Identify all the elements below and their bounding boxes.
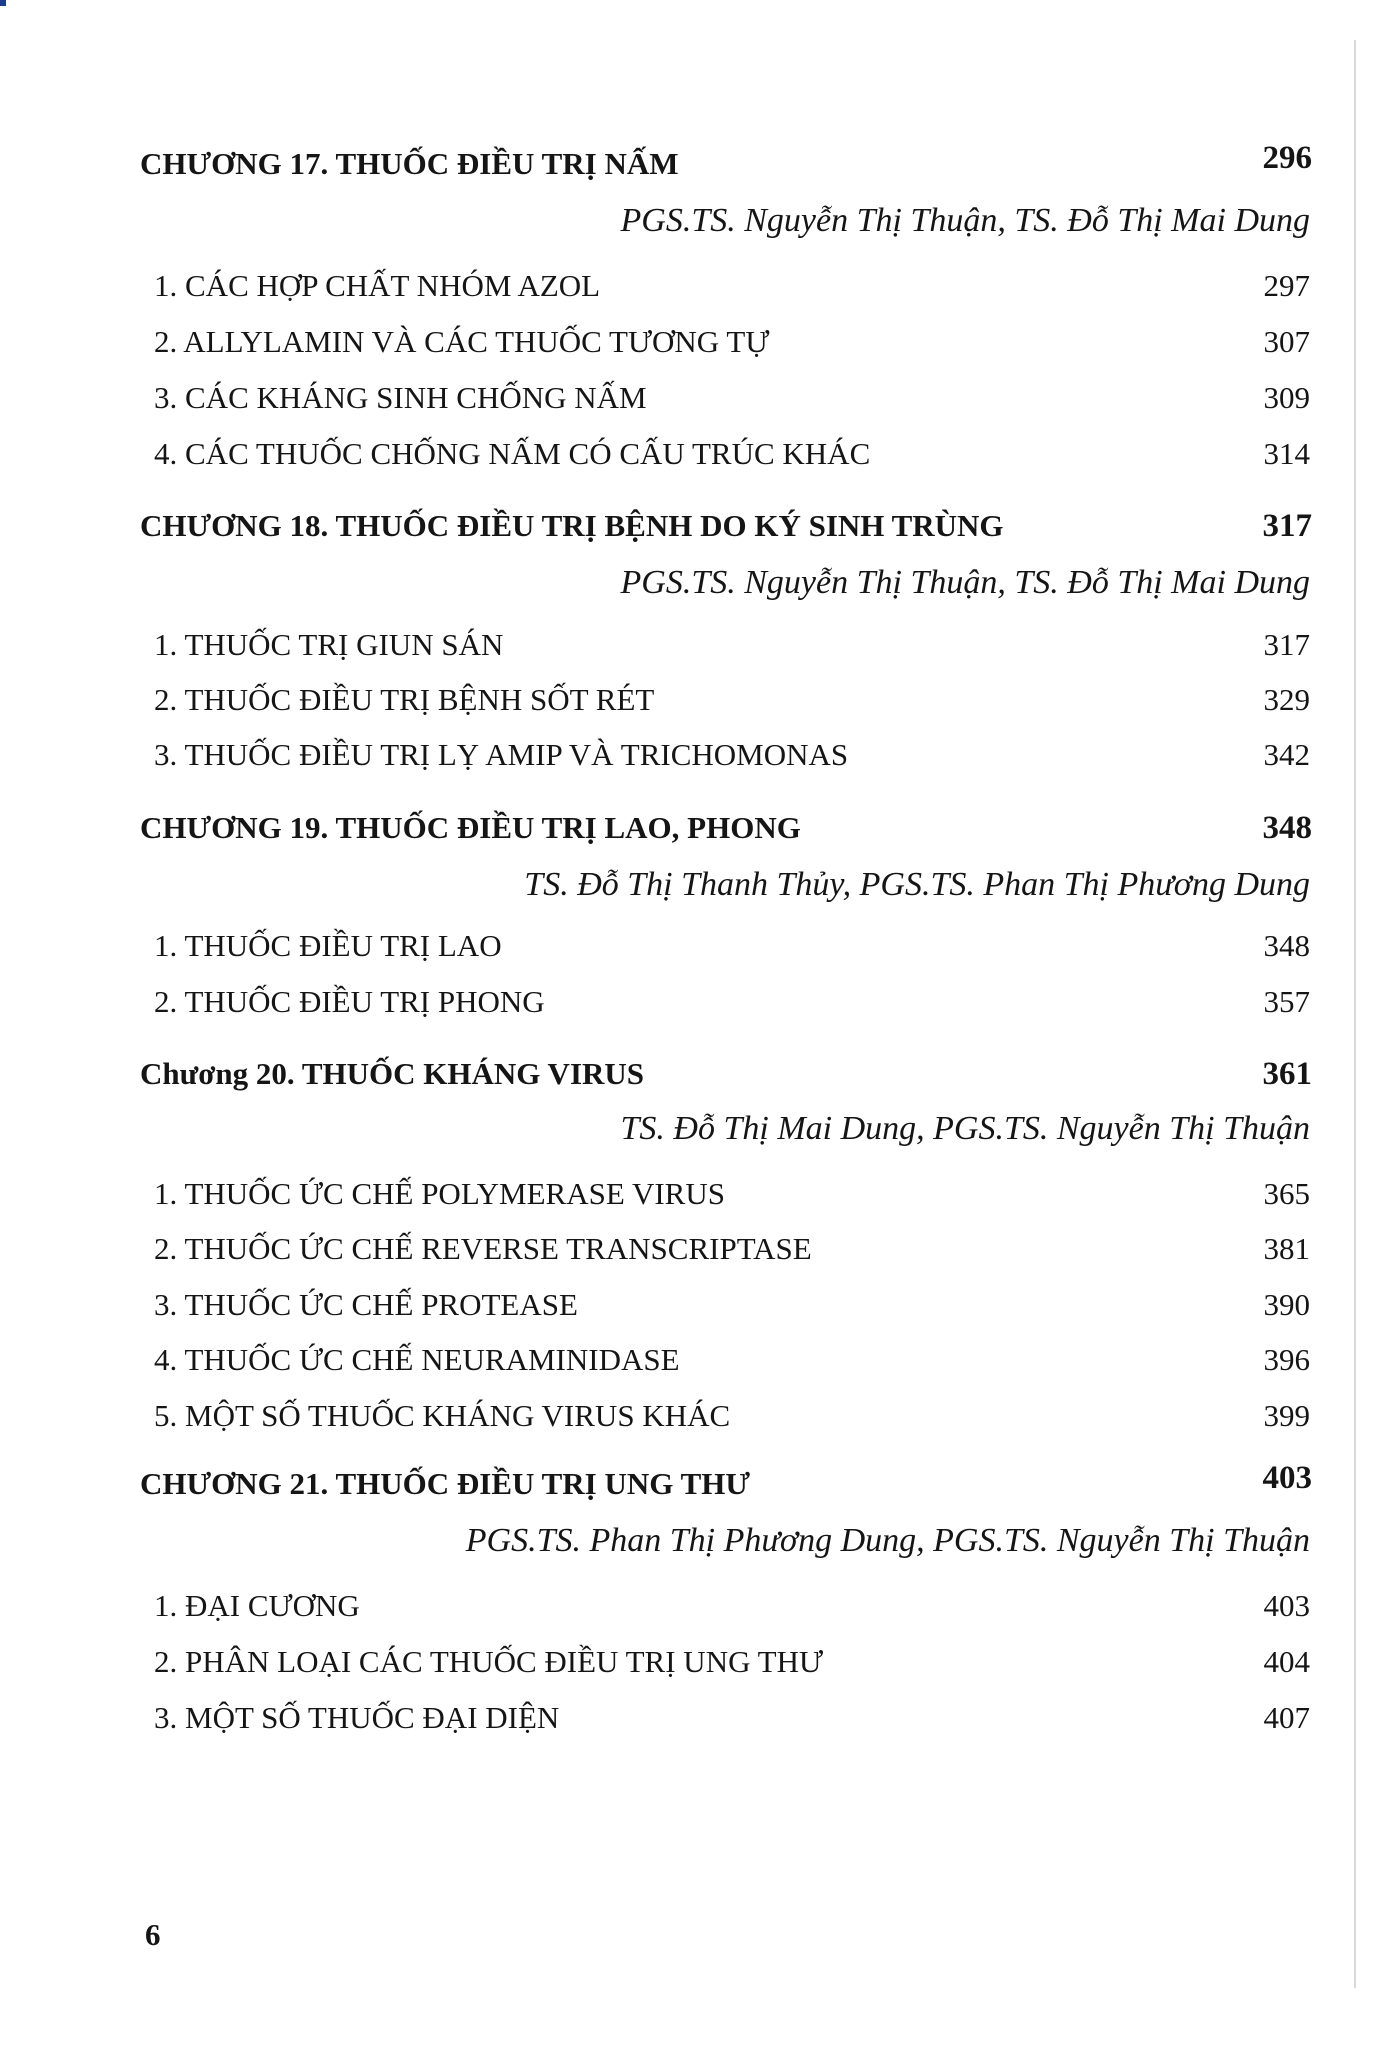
entry-page: 297 — [1263, 268, 1310, 303]
entry-page: 404 — [1263, 1644, 1310, 1679]
chapter-20-authors: TS. Đỗ Thị Mai Dung, PGS.TS. Nguyễn Thị Thuận — [620, 1110, 1310, 1147]
entry-page: 381 — [1263, 1231, 1310, 1266]
entry-label: 1. THUỐC TRỊ GIUN SÁN — [154, 627, 504, 662]
entry-label: 2. THUỐC ĐIỀU TRỊ BỆNH SỐT RÉT — [154, 682, 655, 717]
entry-page: 390 — [1263, 1287, 1310, 1322]
scan-corner-mark — [0, 0, 6, 6]
entry-page: 357 — [1263, 984, 1310, 1019]
entry-label: 4. CÁC THUỐC CHỐNG NẤM CÓ CẤU TRÚC KHÁC — [154, 436, 871, 471]
entry-page: 329 — [1263, 682, 1310, 717]
entry-label: 3. CÁC KHÁNG SINH CHỐNG NẤM — [154, 380, 647, 415]
entry-label: 2. THUỐC ĐIỀU TRỊ PHONG — [154, 984, 545, 1019]
chapter-17-authors: PGS.TS. Nguyễn Thị Thuận, TS. Đỗ Thị Mai Dung — [620, 202, 1310, 239]
entry-page: 314 — [1263, 436, 1310, 471]
entry-label: 1. CÁC HỢP CHẤT NHÓM AZOL — [154, 268, 601, 303]
entry-label: 4. THUỐC ỨC CHẾ NEURAMINIDASE — [154, 1342, 680, 1377]
entry-label: 3. THUỐC ĐIỀU TRỊ LỴ AMIP VÀ TRICHOMONAS — [154, 737, 849, 772]
chapter-title: CHƯƠNG 21. THUỐC ĐIỀU TRỊ UNG THƯ — [140, 1466, 751, 1501]
entry-page: 396 — [1263, 1342, 1310, 1377]
entry-label: 3. MỘT SỐ THUỐC ĐẠI DIỆN — [154, 1700, 560, 1735]
entry-page: 365 — [1263, 1176, 1310, 1211]
chapter-title: CHƯƠNG 18. THUỐC ĐIỀU TRỊ BỆNH DO KÝ SINH TRÙNG — [140, 508, 1004, 543]
page-number: 6 — [145, 1917, 161, 1952]
entry-page: 399 — [1263, 1398, 1310, 1433]
entry-label: 1. ĐẠI CƯƠNG — [154, 1588, 360, 1623]
entry-label: 2. PHÂN LOẠI CÁC THUỐC ĐIỀU TRỊ UNG THƯ — [154, 1644, 824, 1679]
chapter-page: 317 — [1262, 508, 1312, 544]
entry-label: 3. THUỐC ỨC CHẾ PROTEASE — [154, 1287, 578, 1322]
chapter-title: CHƯƠNG 19. THUỐC ĐIỀU TRỊ LAO, PHONG — [140, 810, 801, 845]
entry-page: 307 — [1263, 324, 1310, 359]
entry-label: 2. THUỐC ỨC CHẾ REVERSE TRANSCRIPTASE — [154, 1231, 812, 1266]
entry-label: 1. THUỐC ỨC CHẾ POLYMERASE VIRUS — [154, 1176, 725, 1211]
entry-page: 407 — [1263, 1700, 1310, 1735]
chapter-page: 403 — [1262, 1460, 1312, 1496]
chapter-title: Chương 20. THUỐC KHÁNG VIRUS — [140, 1056, 645, 1091]
chapter-page: 361 — [1262, 1056, 1312, 1092]
chapter-page: 348 — [1262, 810, 1312, 846]
chapter-page: 296 — [1262, 140, 1312, 176]
chapter-21-authors: PGS.TS. Phan Thị Phương Dung, PGS.TS. Nguyễn Thị Thuận — [465, 1522, 1310, 1559]
entry-page: 342 — [1263, 737, 1310, 772]
entry-page: 309 — [1263, 380, 1310, 415]
entry-label: 1. THUỐC ĐIỀU TRỊ LAO — [154, 928, 502, 963]
chapter-18-authors: PGS.TS. Nguyễn Thị Thuận, TS. Đỗ Thị Mai Dung — [620, 564, 1310, 601]
page-edge-line — [1354, 40, 1356, 1988]
entry-page: 348 — [1263, 928, 1310, 963]
chapter-title: CHƯƠNG 17. THUỐC ĐIỀU TRỊ NẤM — [140, 146, 679, 181]
entry-page: 403 — [1263, 1588, 1310, 1623]
entry-label: 2. ALLYLAMIN VÀ CÁC THUỐC TƯƠNG TỰ — [154, 324, 770, 359]
entry-page: 317 — [1263, 627, 1310, 662]
entry-label: 5. MỘT SỐ THUỐC KHÁNG VIRUS KHÁC — [154, 1398, 731, 1433]
chapter-19-authors: TS. Đỗ Thị Thanh Thủy, PGS.TS. Phan Thị Phương Dung — [524, 866, 1310, 903]
